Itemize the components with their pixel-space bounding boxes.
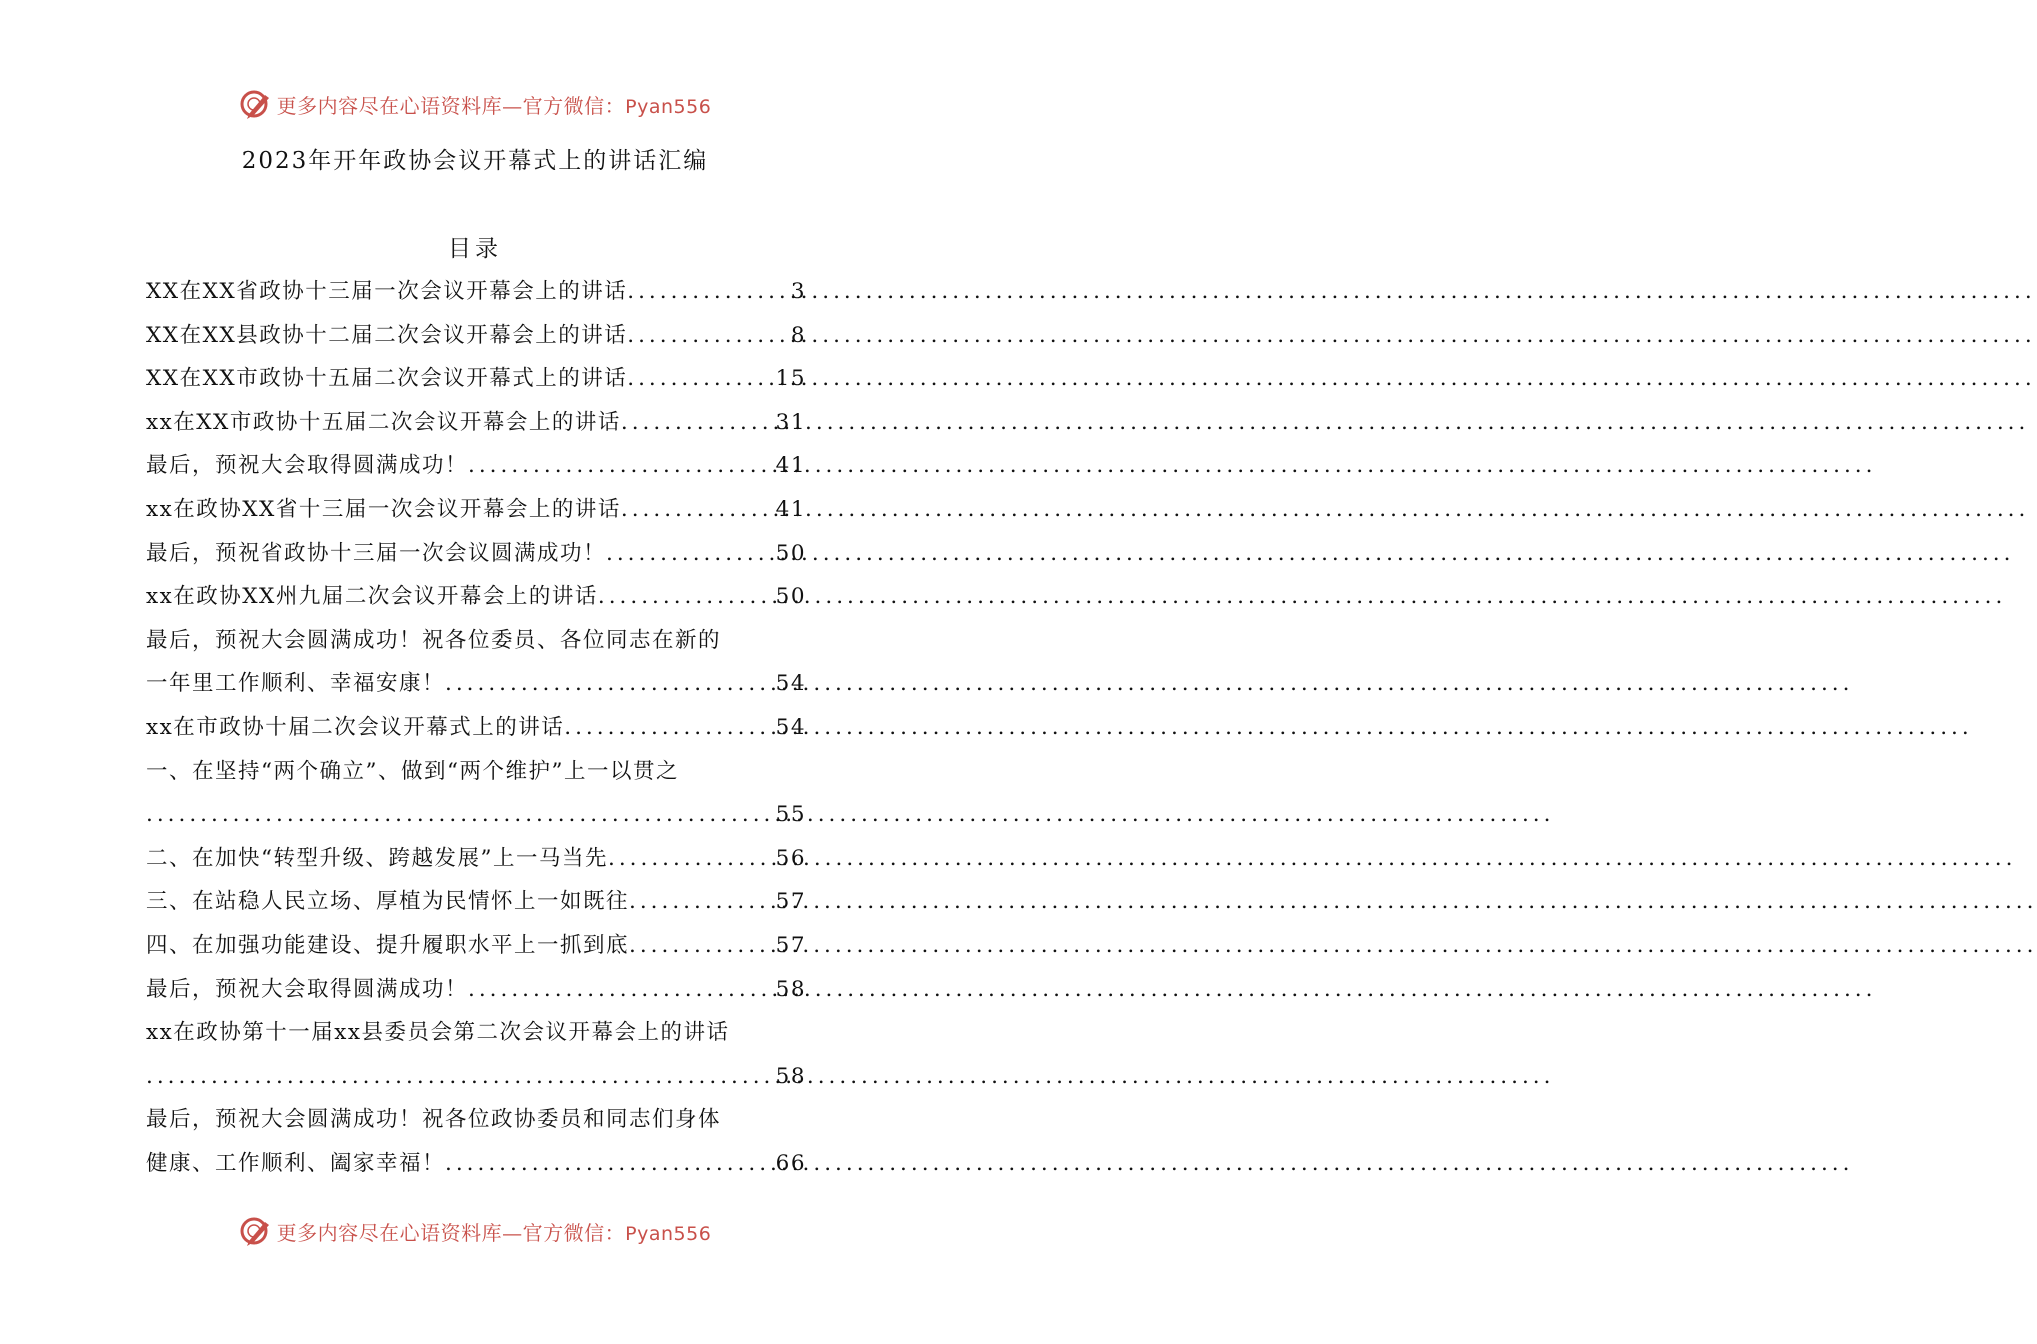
toc-leader-dots: [564, 706, 773, 750]
toc-entry-title: XX在XX省政协十三届一次会议开幕会上的讲话: [146, 279, 628, 304]
toc-page-number: 56: [775, 845, 806, 871]
toc-entry[interactable]: [146, 837, 806, 881]
toc-entry[interactable]: [146, 1011, 806, 1055]
toc-leader-dots: [598, 575, 774, 619]
toc-page-number: 41: [775, 453, 806, 479]
toc-entry[interactable]: [146, 880, 806, 924]
toc-entry[interactable]: [146, 1098, 806, 1142]
toc-leader-dots: [146, 1055, 774, 1099]
toc-entry[interactable]: [146, 314, 806, 358]
toc-heading: 目录: [448, 236, 502, 262]
wechat-handle: Pyan556: [625, 1222, 712, 1245]
document-title: 2023年开年政协会议开幕式上的讲话汇编: [241, 148, 709, 174]
toc-entry[interactable]: [146, 575, 806, 619]
toc-leader-dots: [629, 924, 774, 968]
toc-leader-dots: [445, 662, 774, 706]
pen-circle-logo-icon: [239, 1214, 273, 1248]
toc-entry[interactable]: [146, 793, 806, 837]
toc-entry-title: 一、在坚持“两个确立”、做到“两个维护”上一以贯之: [146, 758, 679, 784]
toc-page-number: 54: [775, 671, 806, 697]
toc-entry-title: 三、在站稳人民立场、厚植为民情怀上一如既往: [146, 889, 630, 915]
toc-entry-title: 最后，预祝大会圆满成功！祝各位政协委员和同志们身体: [146, 1107, 722, 1133]
toc-leader-dots: [445, 1142, 774, 1186]
toc-entry[interactable]: [146, 662, 806, 706]
toc-entry[interactable]: [146, 619, 806, 663]
toc-leader-dots: [627, 314, 789, 358]
footer-watermark: [0, 1211, 950, 1251]
toc-entry[interactable]: [146, 968, 806, 1012]
toc-entry[interactable]: [146, 401, 806, 445]
toc-page-number: 58: [775, 1063, 806, 1089]
toc-entry-title: 四、在加强功能建设、提升履职水平上一抓到底: [146, 932, 630, 958]
toc-page-number: 41: [775, 496, 806, 522]
toc-page-number: 50: [775, 540, 806, 566]
header-watermark: [0, 84, 950, 124]
toc-entry-title: xx在政协第十一届xx县委员会第二次会议开幕会上的讲话: [146, 1020, 730, 1046]
toc-entry[interactable]: [146, 750, 806, 794]
wechat-handle: Pyan556: [625, 95, 712, 118]
toc-leader-dots: [627, 357, 773, 401]
toc-entry-title: 一年里工作顺利、幸福安康！: [146, 671, 446, 697]
toc-entry[interactable]: [146, 357, 806, 401]
toc-entry-title: 最后，预祝省政协十三届一次会议圆满成功！: [146, 540, 607, 566]
toc-page-number: 58: [775, 976, 806, 1002]
toc-entry[interactable]: [146, 488, 806, 532]
toc-entry[interactable]: [146, 532, 806, 576]
toc-page-number: 8: [790, 322, 806, 348]
toc-entry-title: 最后，预祝大会取得圆满成功！: [146, 976, 469, 1002]
toc-page-number: 55: [775, 802, 806, 828]
table-of-contents: [146, 270, 806, 1185]
toc-entry-title: 最后，预祝大会圆满成功！祝各位委员、各位同志在新的: [146, 627, 722, 653]
toc-leader-dots: [627, 270, 789, 314]
toc-entry[interactable]: [146, 270, 806, 314]
toc-leader-dots: [608, 837, 774, 881]
toc-page-number: 31: [775, 409, 806, 435]
toc-entry-title: 健康、工作顺利、阖家幸福！: [146, 1150, 446, 1176]
toc-entry-title: xx在政协XX州九届二次会议开幕会上的讲话: [146, 584, 598, 610]
toc-leader-dots: [468, 968, 774, 1012]
watermark-text: 更多内容尽在心语资料库—官方微信：Pyan556: [276, 93, 712, 118]
toc-page-number: 57: [775, 932, 806, 958]
toc-leader-dots: [621, 488, 774, 532]
toc-page-number: 54: [775, 714, 806, 740]
toc-page-number: 57: [775, 889, 806, 915]
toc-page-number: 50: [775, 584, 806, 610]
toc-entry-title: 最后，预祝大会取得圆满成功！: [146, 453, 469, 479]
toc-entry-title: 二、在加快“转型升级、跨越发展”上一马当先: [146, 845, 608, 871]
toc-entry[interactable]: [146, 444, 806, 488]
toc-entry-title: XX在XX县政协十二届二次会议开幕会上的讲话: [146, 322, 628, 348]
toc-entry-title: XX在XX市政协十五届二次会议开幕式上的讲话: [146, 366, 628, 392]
toc-leader-dots: [606, 532, 774, 576]
toc-leader-dots: [468, 444, 774, 488]
toc-entry[interactable]: [146, 924, 806, 968]
toc-leader-dots: [629, 880, 774, 924]
toc-entry-title: xx在市政协十届二次会议开幕式上的讲话: [146, 714, 565, 740]
toc-page-number: 3: [790, 279, 806, 304]
toc-entry-title: xx在政协XX省十三届一次会议开幕会上的讲话: [146, 496, 621, 522]
watermark-text: 更多内容尽在心语资料库—官方微信：Pyan556: [276, 1220, 712, 1245]
pen-circle-logo-icon: [239, 87, 273, 121]
toc-leader-dots: [146, 793, 774, 837]
toc-page-number: 15: [775, 366, 806, 392]
toc-entry[interactable]: [146, 1055, 806, 1099]
toc-page-number: 66: [775, 1150, 806, 1176]
toc-entry[interactable]: [146, 706, 806, 750]
toc-leader-dots: [621, 401, 774, 445]
toc-entry-title: xx在XX市政协十五届二次会议开幕会上的讲话: [146, 409, 621, 435]
toc-entry[interactable]: [146, 1142, 806, 1186]
